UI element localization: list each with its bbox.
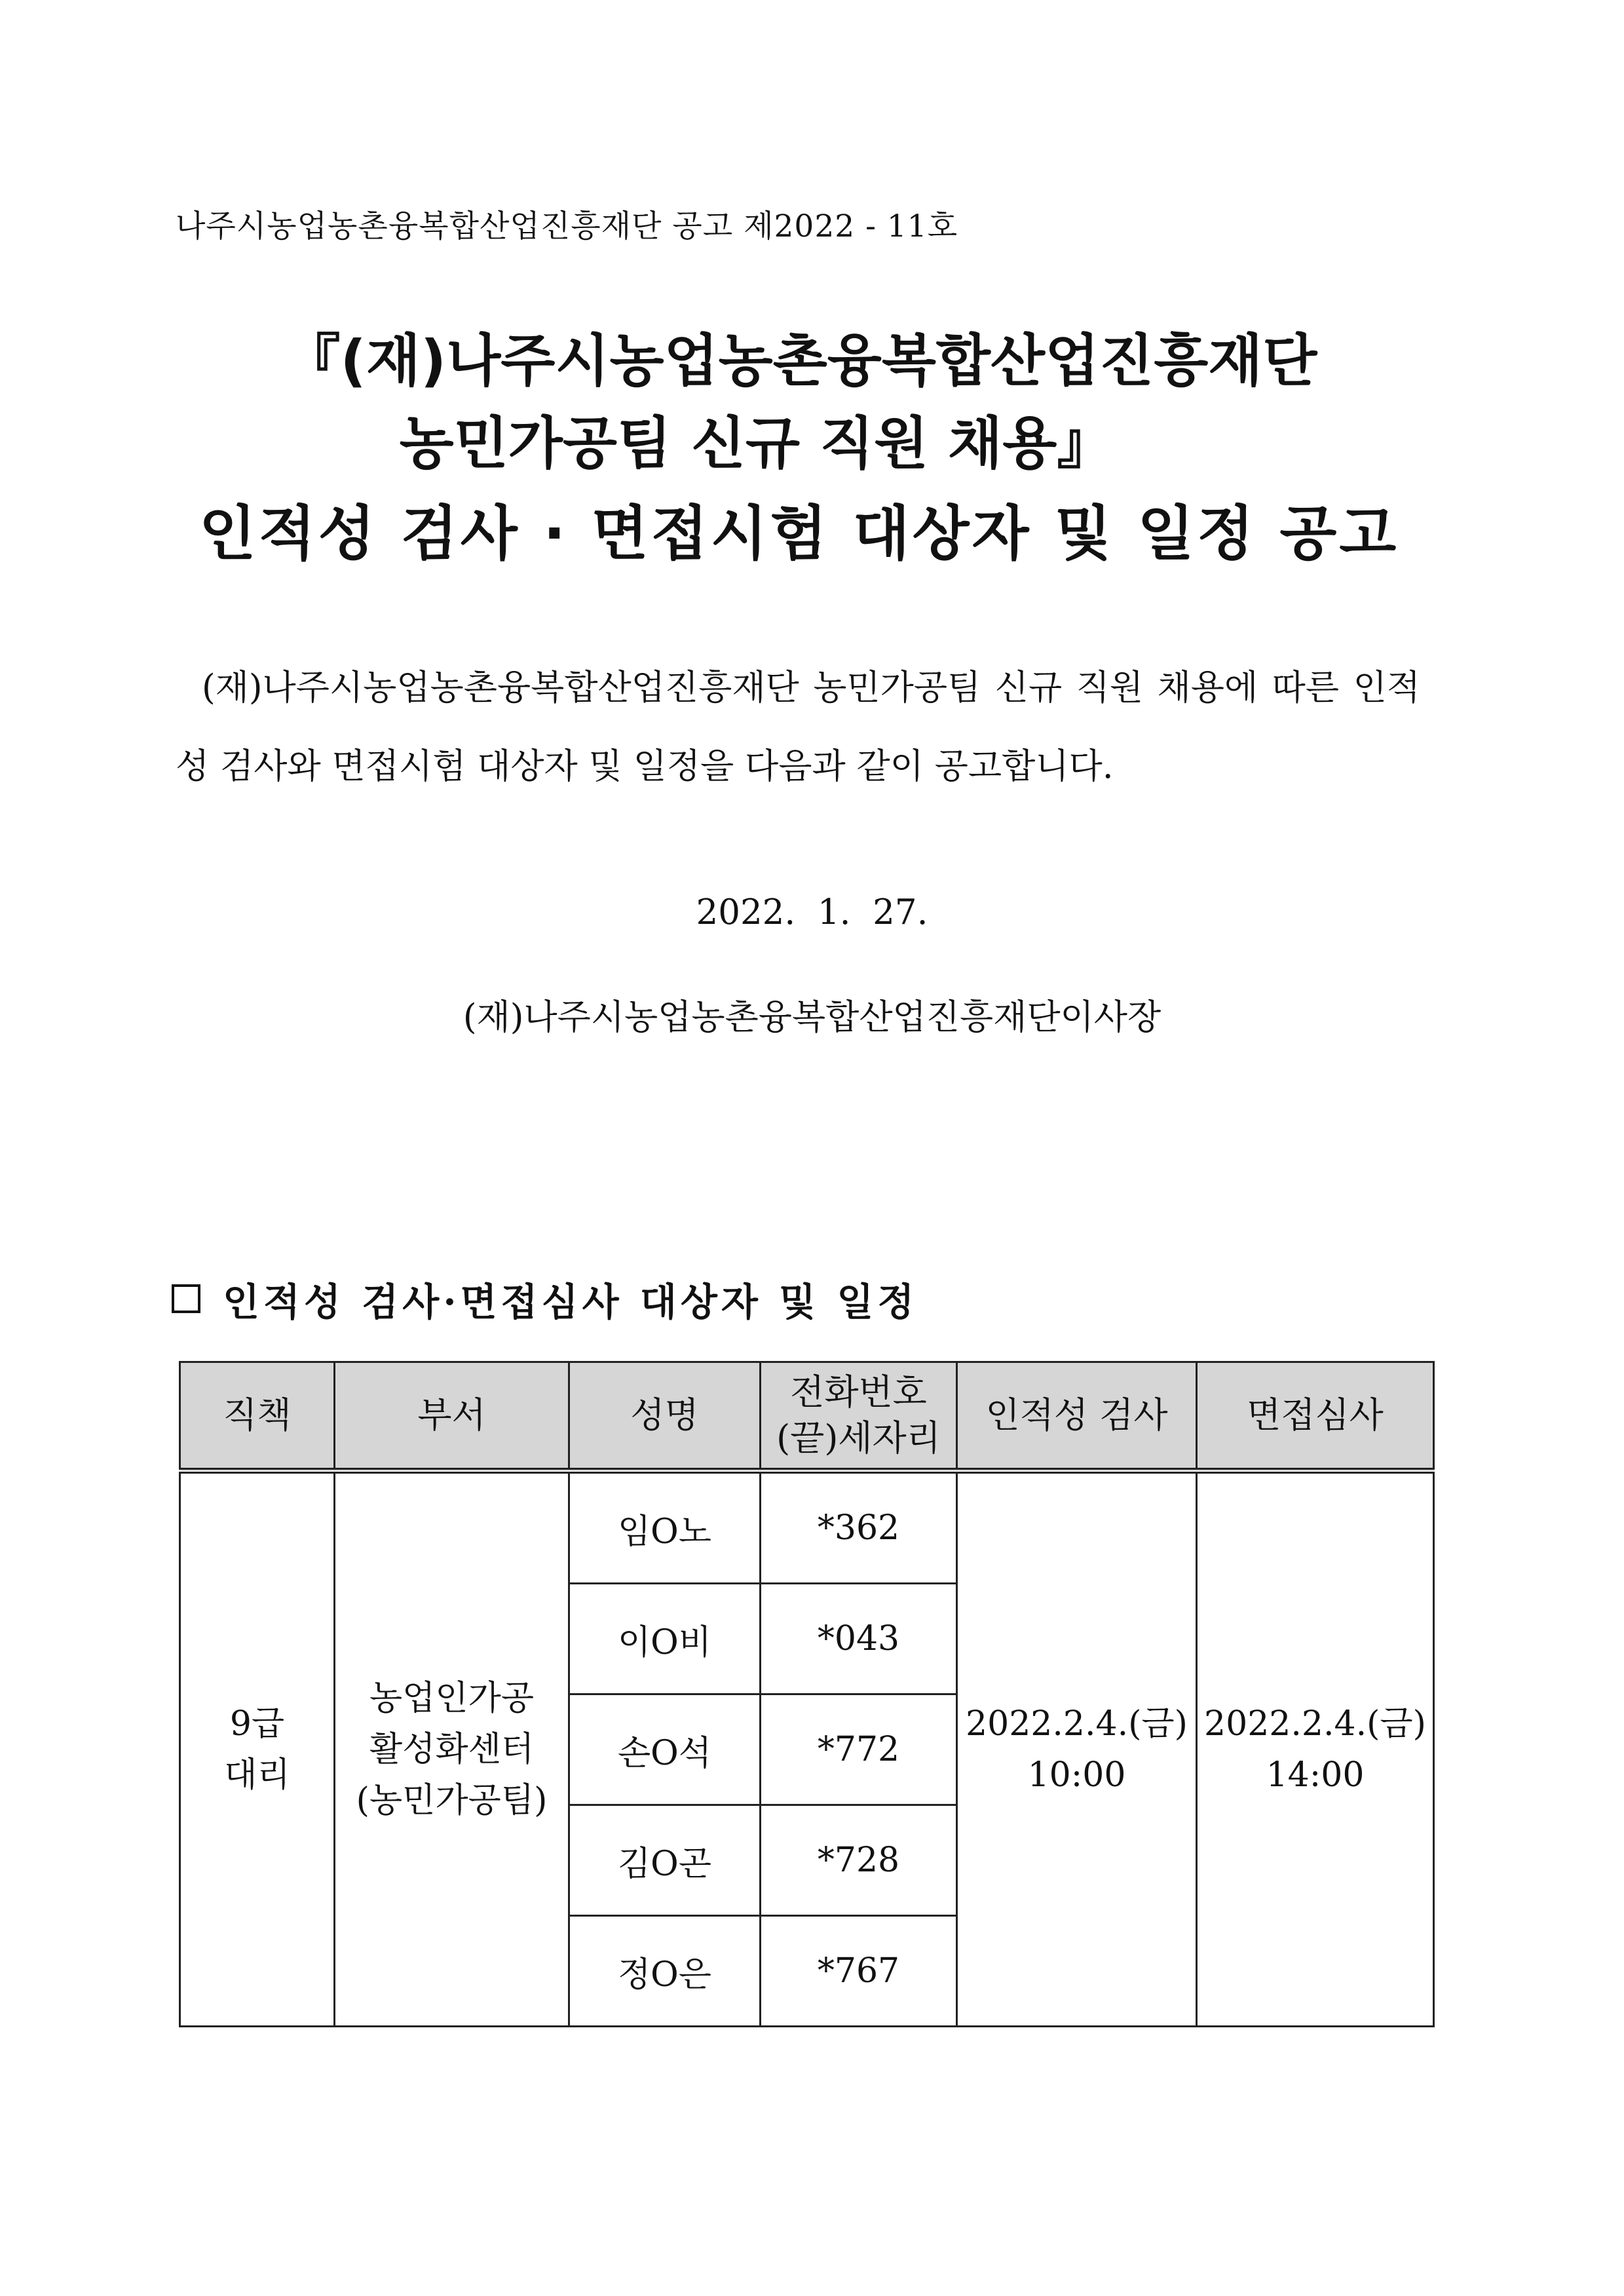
schedule-table xyxy=(179,1361,1435,2027)
header-phone-line1: 전화번호 xyxy=(790,1371,927,1413)
cell-department xyxy=(335,1471,569,2027)
cell-candidate-name: 이O비 xyxy=(569,1584,761,1694)
department-line1: 농업인가공 xyxy=(369,1679,535,1718)
table-header-row xyxy=(180,1362,1434,1471)
header-name: 성명 xyxy=(569,1362,761,1471)
header-phone-line2: (끝)세자리 xyxy=(776,1417,941,1459)
title-line-2: 농민가공팀 신규 직원 채용』 xyxy=(399,411,1114,476)
department-line3: (농민가공팀) xyxy=(356,1781,548,1820)
cell-aptitude-schedule xyxy=(957,1471,1197,2027)
section-heading-text: 인적성 검사·면접심사 대상자 및 일정 xyxy=(223,1280,918,1324)
cell-candidate-name: 손O석 xyxy=(569,1694,761,1805)
cell-position xyxy=(180,1471,335,2027)
interview-time: 14:00 xyxy=(1266,1755,1365,1795)
cell-candidate-phone: *043 xyxy=(761,1584,957,1694)
position-line1: 9급 xyxy=(229,1704,285,1744)
header-position: 직책 xyxy=(180,1362,335,1471)
cell-candidate-name: 임O노 xyxy=(569,1471,761,1584)
title-line-1: 『(재)나주시농업농촌융복합산업진흥재단 xyxy=(284,328,1317,394)
notice-body-text: (재)나주시농업농촌융복합산업진흥재단 농민가공팀 신규 직원 채용에 따른 인적성 검사와 면접시험 대상자 및 일정을 다음과 같이 공고합니다. xyxy=(176,668,1420,786)
title-line-3: 인적성 검사 · 면접시험 대상자 및 일정 공고 xyxy=(198,499,1399,568)
cell-candidate-phone: *767 xyxy=(761,1916,957,2027)
interview-date: 2022.2.4.(금) xyxy=(1204,1704,1426,1744)
document-title xyxy=(0,320,1624,583)
position-line2: 대리 xyxy=(224,1755,290,1795)
cell-interview-schedule xyxy=(1197,1471,1434,2027)
header-department: 부서 xyxy=(335,1362,569,1471)
aptitude-time: 10:00 xyxy=(1027,1755,1126,1795)
notice-signer: (재)나주시농업농촌융복합산업진흥재단이사장 xyxy=(463,997,1161,1037)
cell-candidate-name: 김O곤 xyxy=(569,1805,761,1916)
cell-candidate-phone: *362 xyxy=(761,1471,957,1584)
cell-candidate-phone: *772 xyxy=(761,1694,957,1805)
section-heading xyxy=(172,1271,918,1326)
notice-number: 나주시농업농촌융복합산업진흥재단 공고 제2022 - 11호 xyxy=(176,208,958,244)
cell-candidate-name: 정O은 xyxy=(569,1916,761,2027)
table-row xyxy=(180,1471,1434,1584)
header-phone xyxy=(761,1362,957,1471)
cell-candidate-phone: *728 xyxy=(761,1805,957,1916)
aptitude-date: 2022.2.4.(금) xyxy=(966,1704,1188,1744)
header-interview: 면접심사 xyxy=(1197,1362,1434,1471)
header-aptitude: 인적성 검사 xyxy=(957,1362,1197,1471)
notice-date: 2022. 1. 27. xyxy=(696,892,928,932)
department-line2: 활성화센터 xyxy=(369,1730,535,1769)
checkbox-square-icon xyxy=(172,1284,200,1313)
